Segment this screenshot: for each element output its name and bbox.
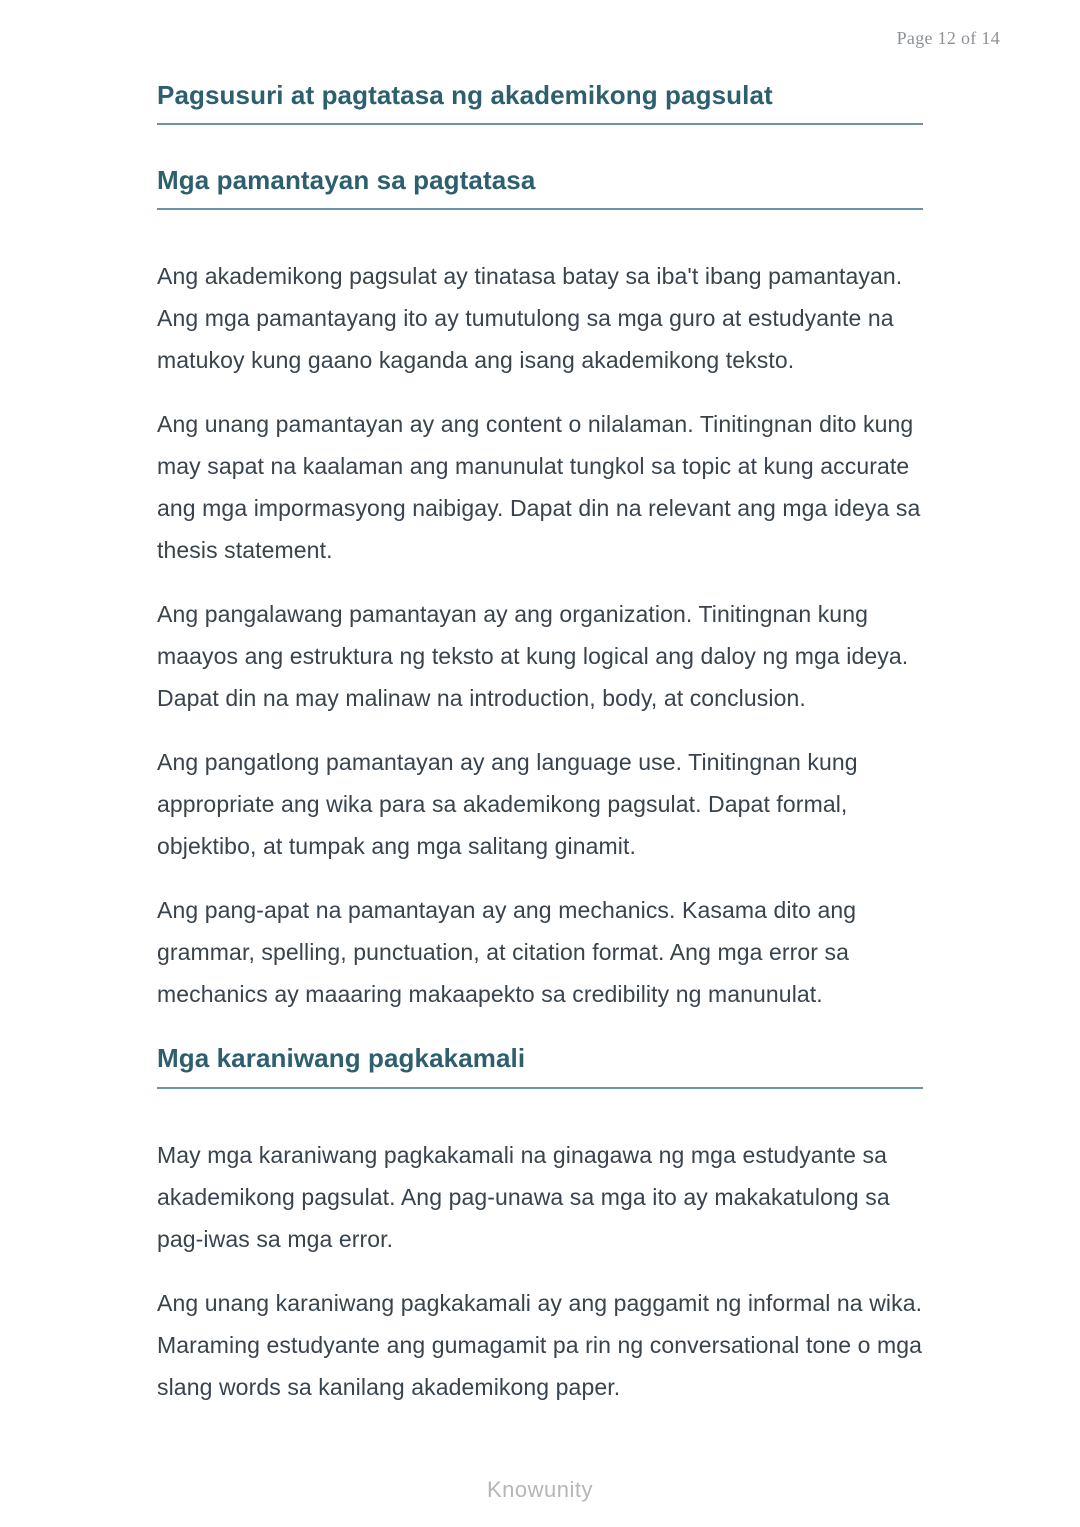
section-body [157, 1089, 923, 1408]
paragraph: Ang pangatlong pamantayan ay ang language use. Tinitingnan kung appropriate ang wika para sa akademikong pagsulat. Dapat formal, objektibo, at tumpak ang mga salitang ginamit. [157, 749, 858, 860]
page-footer [0, 1477, 1080, 1503]
section-heading-pamantayan: Mga pamantayan sa pagtatasa [157, 165, 923, 210]
section-pagkakamali [157, 1043, 923, 1407]
section-pamantayan [157, 165, 923, 1015]
document-content [157, 0, 923, 1430]
document-title: Pagsusuri at pagtatasa ng akademikong pagsulat [157, 80, 923, 125]
section-heading-pagkakamali: Mga karaniwang pagkakamali [157, 1043, 923, 1088]
paragraph: May mga karaniwang pagkakamali na ginagawa ng mga estudyante sa akademikong pagsulat. Ang pag-unawa sa mga ito ay makakatulong sa pag-iwas sa mga error. [157, 1141, 890, 1252]
page-indicator: Page 12 of 14 [896, 28, 1000, 48]
paragraph: Ang unang pamantayan ay ang content o nilalaman. Tinitingnan dito kung may sapat na kaalaman ang manunulat tungkol sa topic at kung accurate ang mga impormasyong naibigay. Dapat din na relevant ang mga ideya sa thesis statement. [157, 411, 921, 564]
paragraph: Ang pang-apat na pamantayan ay ang mechanics. Kasama dito ang grammar, spelling, punctuation, at citation format. Ang mga error sa mechanics ay maaaring makaapekto sa credibility ng manunulat. [157, 897, 857, 1008]
footer-brand: Knowunity [486, 1477, 593, 1502]
paragraph: Ang unang karaniwang pagkakamali ay ang paggamit ng informal na wika. Maraming estudyante ang gumagamit pa rin ng conversational tone o mga slang words sa kanilang akademikong paper. [157, 1289, 923, 1400]
paragraph: Ang pangalawang pamantayan ay ang organization. Tinitingnan kung maayos ang estruktura ng teksto at kung logical ang daloy ng mga ideya. Dapat din na may malinaw na introduction, body, at conclusion. [157, 601, 909, 712]
section-body [157, 210, 923, 1015]
paragraph: Ang akademikong pagsulat ay tinatasa batay sa iba't ibang pamantayan. Ang mga pamantayang ito ay tumutulong sa mga guro at estudyante na matukoy kung gaano kaganda ang isang akademikong teksto. [157, 263, 903, 374]
